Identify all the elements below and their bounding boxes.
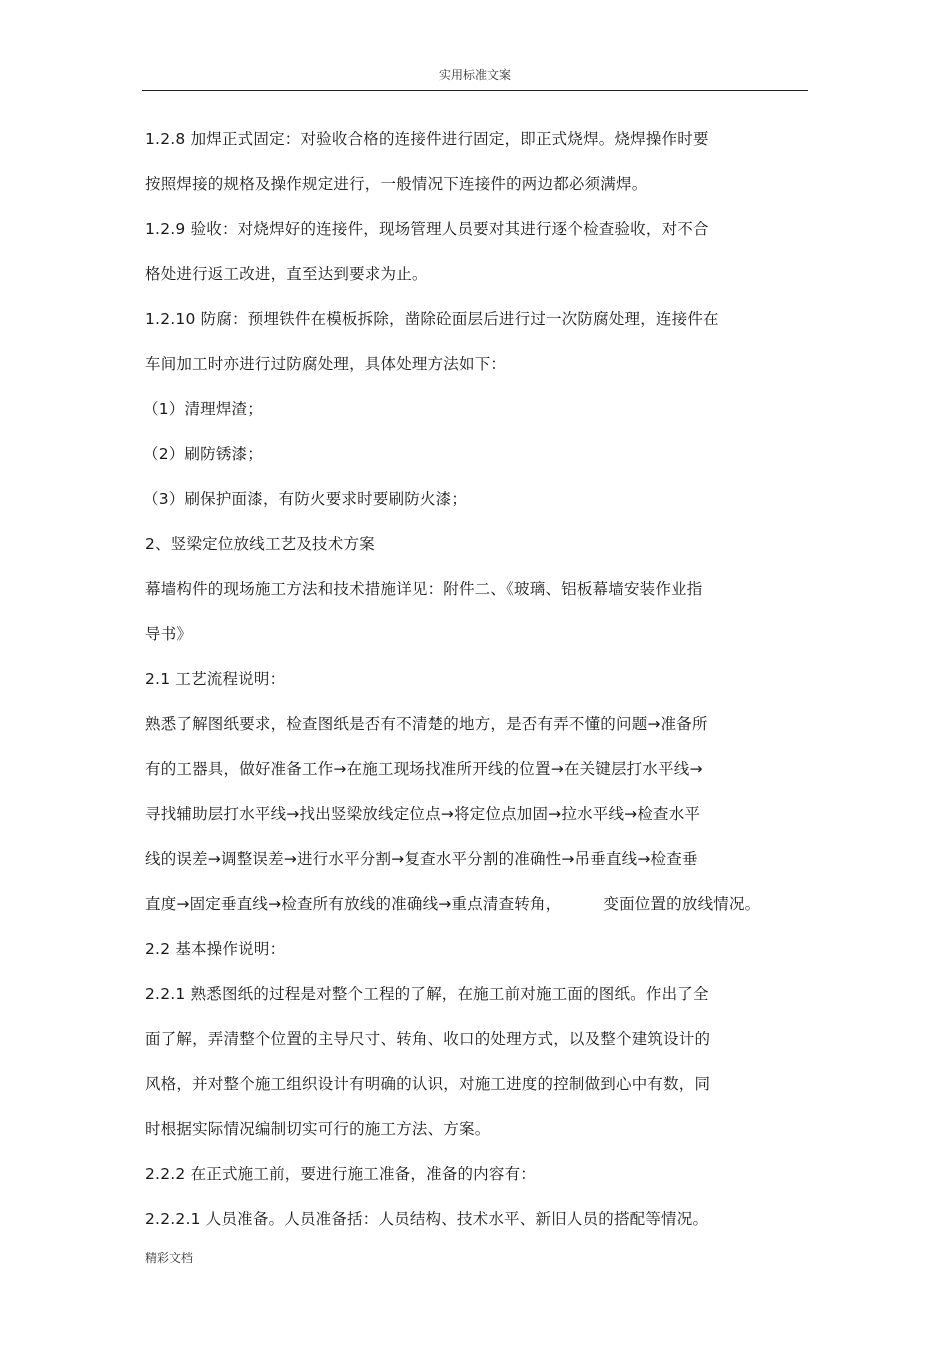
section-heading: 2、竖梁定位放线工艺及技术方案 (145, 535, 375, 553)
header-divider (142, 90, 808, 91)
body-line-part: 变面位置的放线情况。 (603, 895, 761, 913)
list-item: （3）刷保护面漆，有防火要求时要刷防火漆； (143, 490, 468, 508)
body-line: 格处进行返工改进，直至达到要求为止。 (145, 265, 428, 283)
body-line: 线的误差→调整误差→进行水平分割→复查水平分割的准确性→吊垂直线→检查垂 (145, 850, 698, 868)
section-heading: 2.2 基本操作说明： (145, 940, 286, 958)
page-header: 实用标准文案 (438, 68, 511, 82)
list-item: （1）清理焊渣； (143, 400, 263, 418)
body-line: 2.2.2 在正式施工前，要进行施工准备，准备的内容有： (145, 1165, 536, 1183)
body-line-part: 直度→固定垂直线→检查所有放线的准确线→重点清查转角， (145, 895, 562, 913)
body-line: 熟悉了解图纸要求，检查图纸是否有不清楚的地方，是否有弄不懂的问题→准备所 (145, 715, 708, 733)
body-line: 1.2.8 加焊正式固定：对验收合格的连接件进行固定，即正式烧焊。烧焊操作时要 (145, 130, 709, 148)
body-line: 时根据实际情况编制切实可行的施工方法、方案。 (145, 1120, 491, 1138)
body-line: 面了解，弄清整个位置的主导尺寸、转角、收口的处理方式，以及整个建筑设计的 (145, 1030, 711, 1048)
body-line: 有的工器具，做好准备工作→在施工现场找准所开线的位置→在关键层打水平线→ (145, 760, 703, 778)
body-line: 2.2.1 熟悉图纸的过程是对整个工程的了解，在施工前对施工面的图纸。作出了全 (145, 985, 709, 1003)
page-footer: 精彩文档 (145, 1251, 194, 1265)
body-line: 2.2.2.1 人员准备。人员准备括：人员结构、技术水平、新旧人员的搭配等情况。 (145, 1210, 709, 1228)
body-line: 幕墙构件的现场施工方法和技术措施详见：附件二、《玻璃、铝板幕墙安装作业指 (145, 580, 703, 598)
list-item: （2）刷防锈漆； (143, 445, 263, 463)
body-line: 按照焊接的规格及操作规定进行，一般情况下连接件的两边都必须满焊。 (145, 175, 648, 193)
body-line: 寻找辅助层打水平线→找出竖梁放线定位点→将定位点加固→拉水平线→检查水平 (145, 805, 701, 823)
body-line: 车间加工时亦进行过防腐处理，具体处理方法如下： (145, 355, 507, 373)
body-line: 1.2.10 防腐：预埋铁件在模板拆除，凿除砼面层后进行过一次防腐处理，连接件在 (145, 310, 719, 328)
body-line: 导书》 (145, 625, 193, 643)
body-line: 1.2.9 验收：对烧焊好的连接件，现场管理人员要对其进行逐个检查验收，对不合 (145, 220, 709, 238)
section-heading: 2.1 工艺流程说明： (145, 670, 286, 688)
body-line (145, 894, 760, 914)
body-line: 风格，并对整个施工组织设计有明确的认识，对施工进度的控制做到心中有数，同 (145, 1075, 711, 1093)
